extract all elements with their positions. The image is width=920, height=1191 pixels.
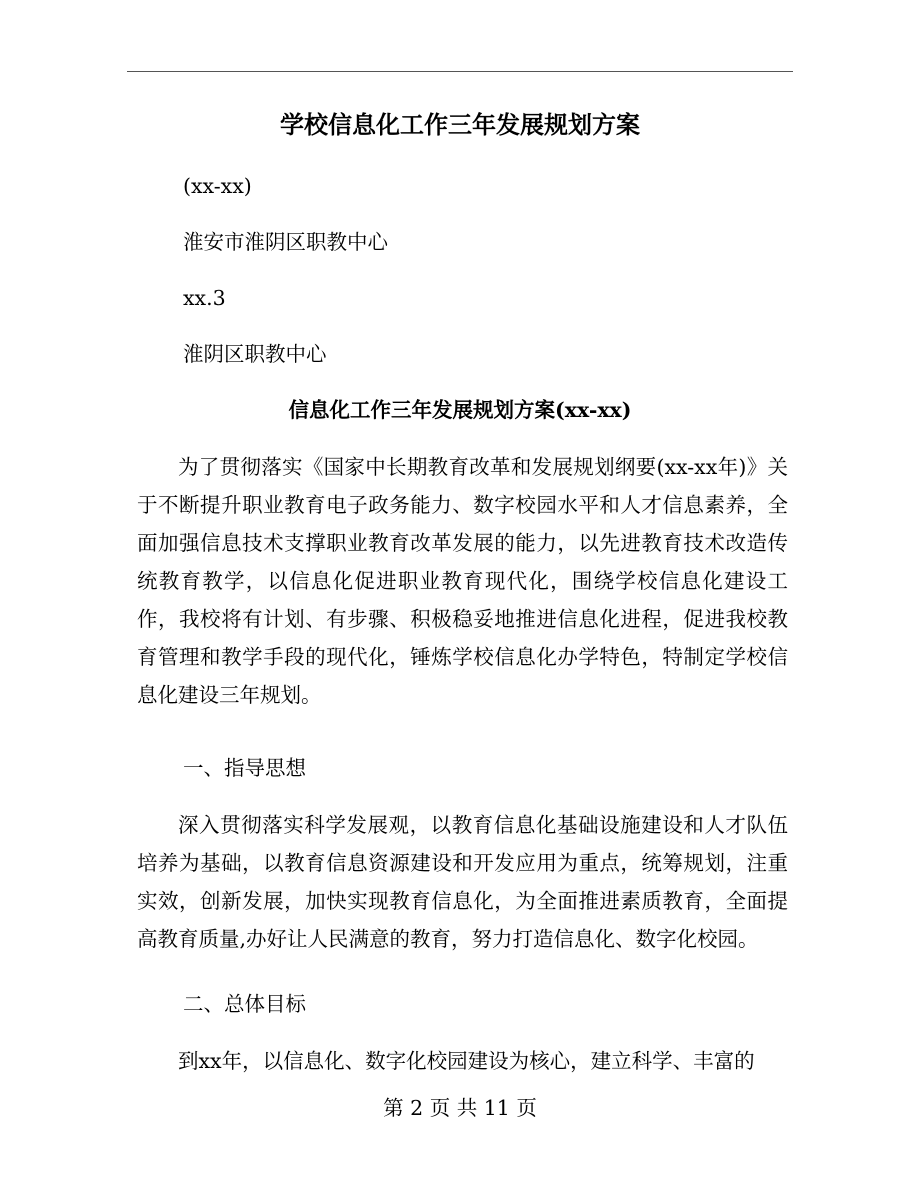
document-title: 学校信息化工作三年发展规划方案: [280, 110, 640, 139]
organization-full-name: 淮安市淮阴区职教中心: [183, 230, 388, 254]
page-number-footer: 第 2 页 共 11 页: [383, 1096, 537, 1120]
organization-short-name: 淮阴区职教中心: [183, 342, 327, 366]
header-rule: [127, 71, 793, 72]
section-paragraph-overall-goal: 到xx年，以信息化、数字化校园建设为核心，建立科学、丰富的: [178, 1049, 755, 1073]
document-subtitle: 信息化工作三年发展规划方案(xx-xx): [288, 398, 632, 422]
document-date: xx.3: [183, 286, 226, 310]
section-heading-overall-goal: 二、总体目标: [183, 992, 306, 1016]
section-paragraph-guiding-ideology: 深入贯彻落实科学发展观，以教育信息化基础设施建设和人才队伍培养为基础，以教育信息资源建设和开发应用为重点，统筹规划，注重实效，创新发展，加快实现教育信息化，为全面推进素质教育，全面提高教育质量,办好让人民满意的教育，努力打造信息化、数字化校园。: [137, 813, 788, 951]
years-range: (xx-xx): [183, 174, 252, 198]
section-heading-guiding-ideology: 一、指导思想: [183, 756, 306, 780]
intro-paragraph: 为了贯彻落实《国家中长期教育改革和发展规划纲要(xx-xx年)》关于不断提升职业教育电子政务能力、数字校园水平和人才信息素养，全面加强信息技术支撑职业教育改革发展的能力，以先进教育技术改造传统教育教学，以信息化促进职业教育现代化，围绕学校信息化建设工作，我校将有计划、有步骤、积极稳妥地推进信息化进程，促进我校教育管理和教学手段的现代化，锤炼学校信息化办学特色，特制定学校信息化建设三年规划。: [137, 455, 788, 707]
